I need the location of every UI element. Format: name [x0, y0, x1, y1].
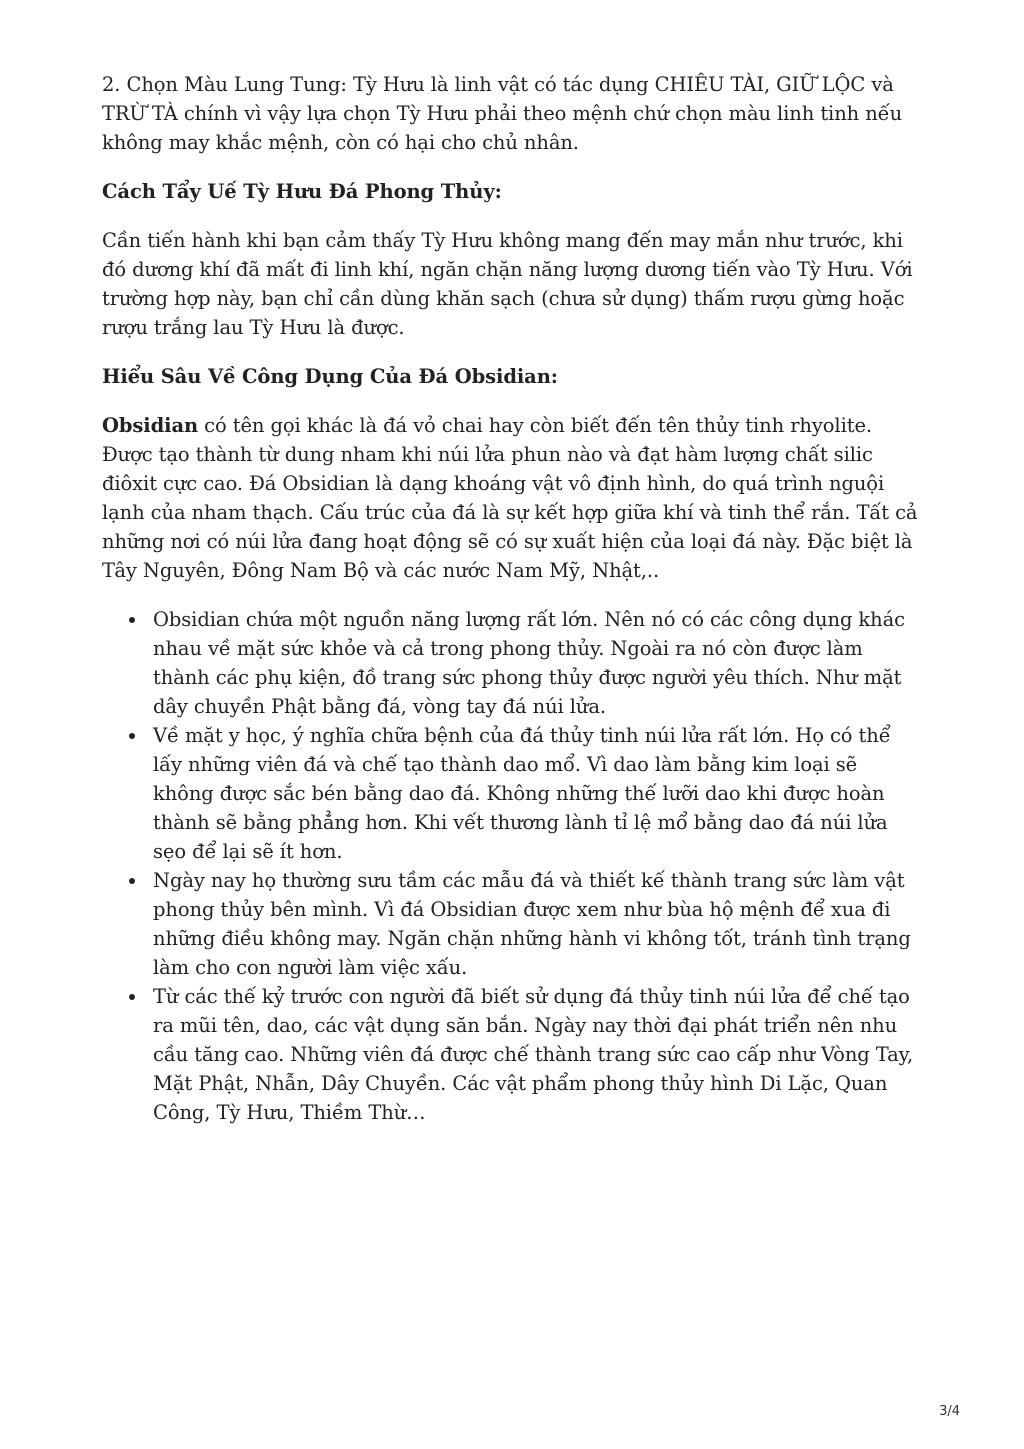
- page-number: 3/4: [939, 1404, 960, 1419]
- list-item-text: Obsidian chứa một nguồn năng lượng rất lớn. Nên nó có các công dụng khác nhau về mặt sức khỏe và cả trong phong thủy. Ngoài ra nó còn được làm thành các phụ kiện, đồ trang sức phong thủy được người yêu thích. Như mặt dây chuyền Phật bằng đá, vòng tay đá núi lửa.: [153, 608, 905, 718]
- list-item: [102, 982, 922, 1127]
- list-item: [102, 605, 922, 721]
- obsidian-paragraph: [102, 411, 922, 585]
- obsidian-heading: Hiểu Sâu Về Công Dụng Của Đá Obsidian:: [102, 365, 558, 388]
- list-item: [102, 721, 922, 866]
- obsidian-description: có tên gọi khác là đá vỏ chai hay còn biết đến tên thủy tinh rhyolite. Được tạo thành từ dung nham khi núi lửa phun nào và đạt hàm lượng chất silic điôxit cực cao. Đá Obsidian là dạng khoáng vật vô định hình, do quá trình nguội lạnh của nham thạch. Cấu trúc của đá là sự kết hợp giữa khí và tinh thể rắn. Tất cả những nơi có núi lửa đang hoạt động sẽ có sự xuất hiện của loại đá này. Đặc biệt là Tây Nguyên, Đông Nam Bộ và các nước Nam Mỹ, Nhật,..: [102, 414, 918, 582]
- intro-paragraph: 2. Chọn Màu Lung Tung: Tỳ Hưu là linh vật có tác dụng CHIÊU TÀI, GIỮ LỘC và TRỪ TÀ chính vì vậy lựa chọn Tỳ Hưu phải theo mệnh chứ chọn màu linh tinh nếu không may khắc mệnh, còn có hại cho chủ nhân.: [102, 73, 903, 154]
- bullet-icon: [129, 878, 135, 884]
- bullet-icon: [129, 733, 135, 739]
- cleaning-heading: Cách Tẩy Uế Tỳ Hưu Đá Phong Thủy:: [102, 180, 502, 203]
- list-item-text: Từ các thế kỷ trước con người đã biết sử dụng đá thủy tinh núi lửa để chế tạo ra mũi tên, dao, các vật dụng săn bắn. Ngày nay thời đại phát triển nên nhu cầu tăng cao. Những viên đá được chế thành trang sức cao cấp như Vòng Tay, Mặt Phật, Nhẫn, Dây Chuyền. Các vật phẩm phong thủy hình Di Lặc, Quan Công, Tỳ Hưu, Thiềm Thừ…: [153, 985, 914, 1124]
- list-item: [102, 866, 922, 982]
- bullet-icon: [129, 994, 135, 1000]
- list-item-text: Về mặt y học, ý nghĩa chữa bệnh của đá thủy tinh núi lửa rất lớn. Họ có thể lấy những viên đá và chế tạo thành dao mổ. Vì dao làm bằng kim loại sẽ không được sắc bén bằng dao đá. Không những thế lưỡi dao khi được hoàn thành sẽ bằng phẳng hơn. Khi vết thương lành tỉ lệ mổ bằng dao đá núi lửa sẹo để lại sẽ ít hơn.: [153, 724, 891, 863]
- cleaning-paragraph: Cần tiến hành khi bạn cảm thấy Tỳ Hưu không mang đến may mắn như trước, khi đó dương khí đã mất đi linh khí, ngăn chặn năng lượng dương tiến vào Tỳ Hưu. Với trường hợp này, bạn chỉ cần dùng khăn sạch (chưa sử dụng) thấm rượu gừng hoặc rượu trắng lau Tỳ Hưu là được.: [102, 229, 913, 339]
- obsidian-term: Obsidian: [102, 414, 199, 437]
- document-body: [102, 70, 922, 1127]
- bullet-icon: [129, 617, 135, 623]
- list-item-text: Ngày nay họ thường sưu tầm các mẫu đá và thiết kế thành trang sức làm vật phong thủy bên mình. Vì đá Obsidian được xem như bùa hộ mệnh để xua đi những điều không may. Ngăn chặn những hành vi không tốt, tránh tình trạng làm cho con người làm việc xấu.: [153, 869, 911, 979]
- obsidian-uses-list: [102, 605, 922, 1127]
